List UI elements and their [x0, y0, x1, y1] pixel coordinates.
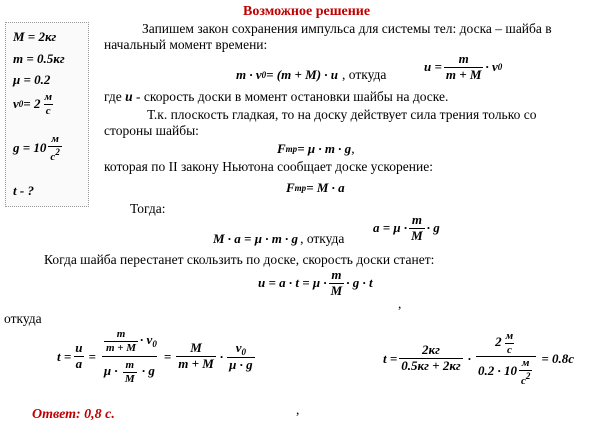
text-where-u: где u - скорость доски в момент остановки шайбы на доске. [104, 89, 449, 104]
page-title: Возможное решение [243, 4, 371, 19]
text-p1-line1: Запишем закон сохранения импульса для системы тел: доска – шайба в [142, 21, 552, 36]
comma-1: , [398, 296, 402, 311]
eq-a-formula: a = μ · $\frac{m}{M}$ · g [373, 212, 440, 243]
given-M: M = 2кг [13, 29, 57, 44]
eq-u-formula: u = $\frac{m}{m + M}$ · v 0 [424, 51, 503, 82]
eq-newton: F тр = M · a [286, 180, 345, 195]
text-then: Тогда: [130, 201, 166, 216]
given-m: m = 0.5кг [13, 51, 65, 66]
eq-t-formula: t = $\frac{u}{a}$ = $\frac{m}{m + M}$ · $v_0$ μ · $\frac{m}{M}$ · g = $\frac{M}{m + M}$ · $\frac{v_0}{\mu \cdot g}$ [57, 328, 253, 385]
text-p1-line2: начальный момент времени: [104, 37, 268, 52]
given-g: g = 10 $\frac{м}{с^2}$ [13, 133, 60, 163]
given-box [5, 22, 89, 207]
eq-momentum: m · v 0 = (m + M) · u , откуда [236, 67, 387, 82]
eq-friction: F тр = μ · m · g , [277, 141, 355, 156]
text-p3: которая по II закону Ньютона сообщает доске ускорение: [104, 159, 433, 174]
comma-2: , [296, 402, 300, 417]
text-when: Когда шайба перестанет скользить по доске, скорость доски станет: [44, 252, 435, 267]
text-whence: откуда [4, 311, 42, 326]
eq-t-numeric: t = $\frac{2кг}{0.5кг + 2кг}$ · 2 $\frac{м}{с}$ 0.2 · 10 $\frac{м}{с^2}$ = 0.8с [383, 330, 575, 387]
text-p2-line1: Т.к. плоскость гладкая, то на доску действует сила трения только со [147, 107, 537, 122]
answer: Ответ: 0,8 с. [32, 407, 115, 422]
given-find: t - ? [13, 183, 34, 198]
eq-combined: M · a = μ · m · g , откуда [213, 231, 345, 246]
given-mu: μ = 0.2 [13, 72, 51, 87]
eq-u2: u = a · t = μ · $\frac{m}{M}$ · g · t [258, 267, 373, 298]
text-p2-line2: стороны шайбы: [104, 123, 199, 138]
given-v0: v 0 = 2 $\frac{м}{с}$ [13, 91, 52, 117]
